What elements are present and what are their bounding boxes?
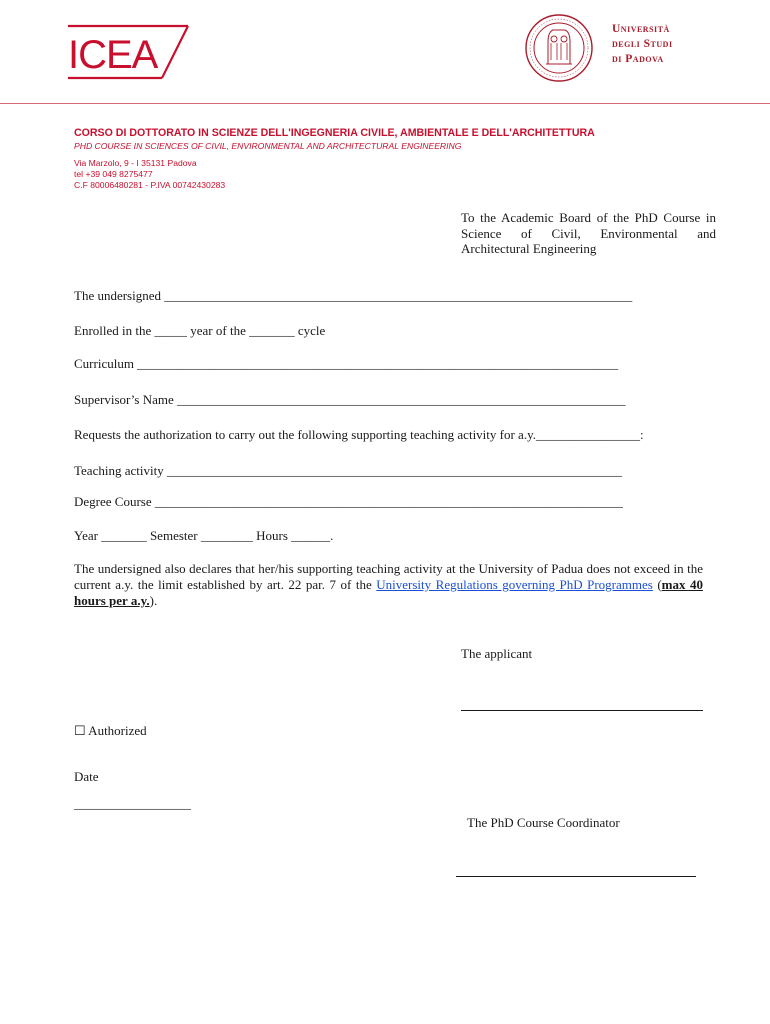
university-name-line-3: di Padova	[612, 53, 664, 65]
applicant-signature-line[interactable]	[461, 710, 703, 711]
max-hours-note: max 40 hours per a.y.	[74, 577, 703, 608]
curriculum-field[interactable]: Curriculum __________________________________________________________________________	[74, 356, 619, 371]
address: Via Marzolo, 9 - I 35131 Padova	[74, 158, 197, 168]
enrolled-field[interactable]: Enrolled in the _____ year of the _______ cycle	[74, 323, 326, 338]
undersigned-field[interactable]: The undersigned ________________________________________________________________________	[74, 288, 633, 303]
header-divider	[0, 103, 770, 104]
authorized-checkbox[interactable]: ☐ Authorized	[74, 723, 147, 738]
degree-course-field[interactable]: Degree Course ________________________________________________________________________	[74, 494, 623, 509]
tax-codes: C.F 80006480281 - P.IVA 00742430283	[74, 180, 226, 190]
supervisor-field[interactable]: Supervisor’s Name _____________________________________________________________________	[74, 392, 626, 407]
declaration-paren-close: ).	[149, 593, 158, 608]
phone: tel +39 049 8275477	[74, 169, 153, 179]
declaration-paragraph	[74, 561, 703, 609]
declaration-text: The undersigned also declares that her/his supporting teaching activity at the University of Padua does not exceed in the current a.y. the limit established by art. 22 par. 7 of the	[74, 561, 703, 592]
course-subtitle: PHD COURSE IN SCIENCES OF CIVIL, ENVIRONMENTAL AND ARCHITECTURAL ENGINEERING	[74, 141, 462, 151]
addressee: To the Academic Board of the PhD Course in Science of Civil, Environmental and Architectural Engineering	[461, 210, 716, 256]
regulations-link[interactable]: University Regulations governing PhD Programmes	[376, 577, 653, 592]
university-name-line-2: degli Studi	[612, 38, 673, 50]
declaration-paren-open: (	[652, 577, 662, 592]
university-name-line-1: Università	[612, 23, 670, 35]
year-semester-hours-field[interactable]: Year _______ Semester ________ Hours ______.	[74, 528, 334, 543]
applicant-label: The applicant	[461, 646, 533, 661]
icea-logo-text: ICEA	[68, 33, 158, 77]
teaching-activity-field[interactable]: Teaching activity ______________________________________________________________________	[74, 463, 622, 478]
course-title: CORSO DI DOTTORATO IN SCIENZE DELL'INGEGNERIA CIVILE, AMBIENTALE E DELL'ARCHITETTURA	[74, 127, 595, 139]
coordinator-label: The PhD Course Coordinator	[467, 815, 620, 830]
coordinator-signature-line[interactable]	[456, 876, 696, 877]
university-seal-icon	[520, 12, 598, 84]
icea-logo	[66, 22, 190, 82]
academic-year-field[interactable]: Requests the authorization to carry out the following supporting teaching activity for a.y.________________:	[74, 427, 644, 442]
date-field[interactable]: __________________	[74, 796, 191, 811]
date-label: Date	[74, 769, 99, 784]
